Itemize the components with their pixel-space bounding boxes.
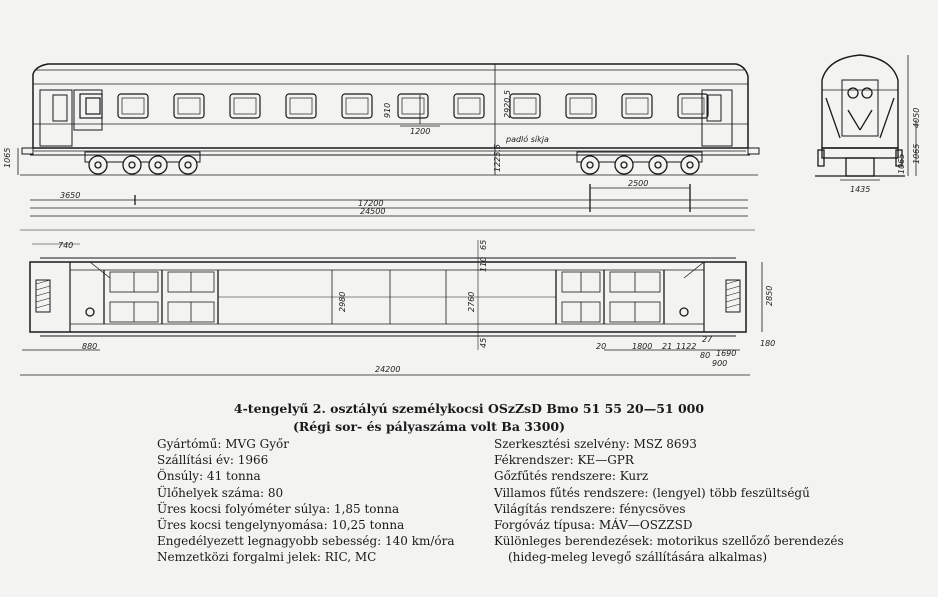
dim-plan-right-corner: 180 — [760, 339, 776, 348]
dim-floor-height: 1225,5 — [493, 144, 502, 172]
side-window — [510, 94, 540, 118]
specs-left — [157, 436, 455, 566]
spec-right-item: Forgóváz típusa: MÁV—OSZZSD — [494, 518, 693, 533]
side-window — [454, 94, 484, 118]
spec-left-item: Üres kocsi tengelynyomása: 10,25 tonna — [157, 518, 405, 533]
dim-plan-width-inner: 2760 — [467, 291, 476, 312]
spec-left-item: Ülőhelyek száma: 80 — [157, 485, 284, 500]
dim-plan-total: 24200 — [375, 365, 401, 374]
dim-plan-corner: 740 — [58, 241, 74, 250]
dim-body-height: 2920,5 — [503, 90, 512, 118]
side-window — [86, 98, 100, 114]
dim-seg-0: 20 — [596, 342, 607, 351]
spec-right-item: (hideg-meleg levegő szállítására alkalmas) — [508, 550, 767, 565]
side-window-pane — [458, 98, 480, 114]
title-line-2: (Régi sor- és pályaszáma volt Ba 3300) — [293, 419, 565, 434]
dim-plan-left-bottom: 880 — [82, 342, 98, 351]
dim-seg-3: 1122 — [676, 342, 697, 351]
side-window — [566, 94, 596, 118]
side-window-pane — [626, 98, 648, 114]
side-window-pane — [514, 98, 536, 114]
dim-buffer-2: 900 — [712, 359, 728, 368]
dim-seg-1: 1800 — [632, 342, 653, 351]
title-line-1: 4-tengelyű 2. osztályú személykocsi OSzZsD Bmo 51 55 20—51 000 — [233, 401, 705, 416]
side-window-pane — [178, 98, 200, 114]
spec-left-item: Nemzetközi forgalmi jelek: RIC, MC — [157, 550, 377, 565]
side-window-pane — [122, 98, 144, 114]
side-window-pane — [682, 98, 704, 114]
dim-end-height: 4050 — [912, 107, 921, 128]
spec-right-item: Világítás rendszere: fénycsöves — [494, 501, 686, 516]
dim-seg-2: 21 — [662, 342, 673, 351]
side-window — [118, 94, 148, 118]
plan-view — [20, 230, 762, 375]
spec-right-item: Gőzfűtés rendszere: Kurz — [494, 469, 649, 484]
dim-left-overhang: 3650 — [60, 191, 81, 200]
dim-plan-small-1: 110 — [479, 256, 488, 272]
dim-buffer-1: 80 — [700, 351, 711, 360]
side-window-pane — [234, 98, 256, 114]
spec-left-item: Engedélyezett legnagyobb sebesség: 140 km/óra — [157, 534, 455, 549]
dim-plan-width-mid: 2980 — [338, 291, 347, 312]
dim-side-left: 1065 — [3, 147, 12, 168]
dim-plan-right-width: 2850 — [765, 285, 774, 306]
side-window — [398, 94, 428, 118]
dim-bogie-wheelbase: 2500 — [628, 179, 649, 188]
dim-window-width: 1200 — [410, 127, 431, 136]
spec-left-item: Gyártómű: MVG Győr — [157, 437, 289, 451]
dim-end-lower: 1065 — [912, 143, 921, 164]
spec-right-item: Fékrendszer: KE—GPR — [494, 453, 634, 468]
dim-over-buffers: 24500 — [360, 207, 386, 216]
spec-left-item: Szállítási év: 1966 — [157, 453, 269, 468]
dim-seg-5: 1690 — [716, 349, 737, 358]
dim-seg-4: 27 — [702, 335, 713, 344]
side-window-pane — [402, 98, 424, 114]
side-window — [174, 94, 204, 118]
side-window — [622, 94, 652, 118]
dim-track-gauge: 1435 — [850, 185, 871, 194]
dim-plan-small-2: 65 — [479, 239, 488, 250]
dim-bogie-centers: 17200 — [358, 199, 384, 208]
floor-label: padló síkja — [506, 135, 549, 144]
side-window — [678, 94, 708, 118]
spec-right-item: Villamos fűtés rendszere: (lengyel) több feszültségű — [494, 485, 810, 500]
side-window-pane — [346, 98, 368, 114]
side-window-pane — [570, 98, 592, 114]
dim-window-height: 910 — [383, 102, 392, 118]
spec-right-item: Szerkesztési szelvény: MSZ 8693 — [494, 437, 697, 451]
side-window — [342, 94, 372, 118]
side-window-pane — [290, 98, 312, 114]
specs-right — [494, 436, 844, 566]
dim-end-mid: 1065 — [897, 153, 906, 174]
side-elevation — [18, 64, 759, 216]
dim-plan-small-3: 45 — [479, 337, 488, 348]
side-window — [230, 94, 260, 118]
side-window — [286, 94, 316, 118]
spec-left-item: Üres kocsi folyóméter súlya: 1,85 tonna — [157, 501, 400, 516]
spec-left-item: Önsúly: 41 tonna — [157, 469, 261, 484]
spec-right-item: Különleges berendezések: motorikus szellőző berendezés — [494, 534, 844, 549]
